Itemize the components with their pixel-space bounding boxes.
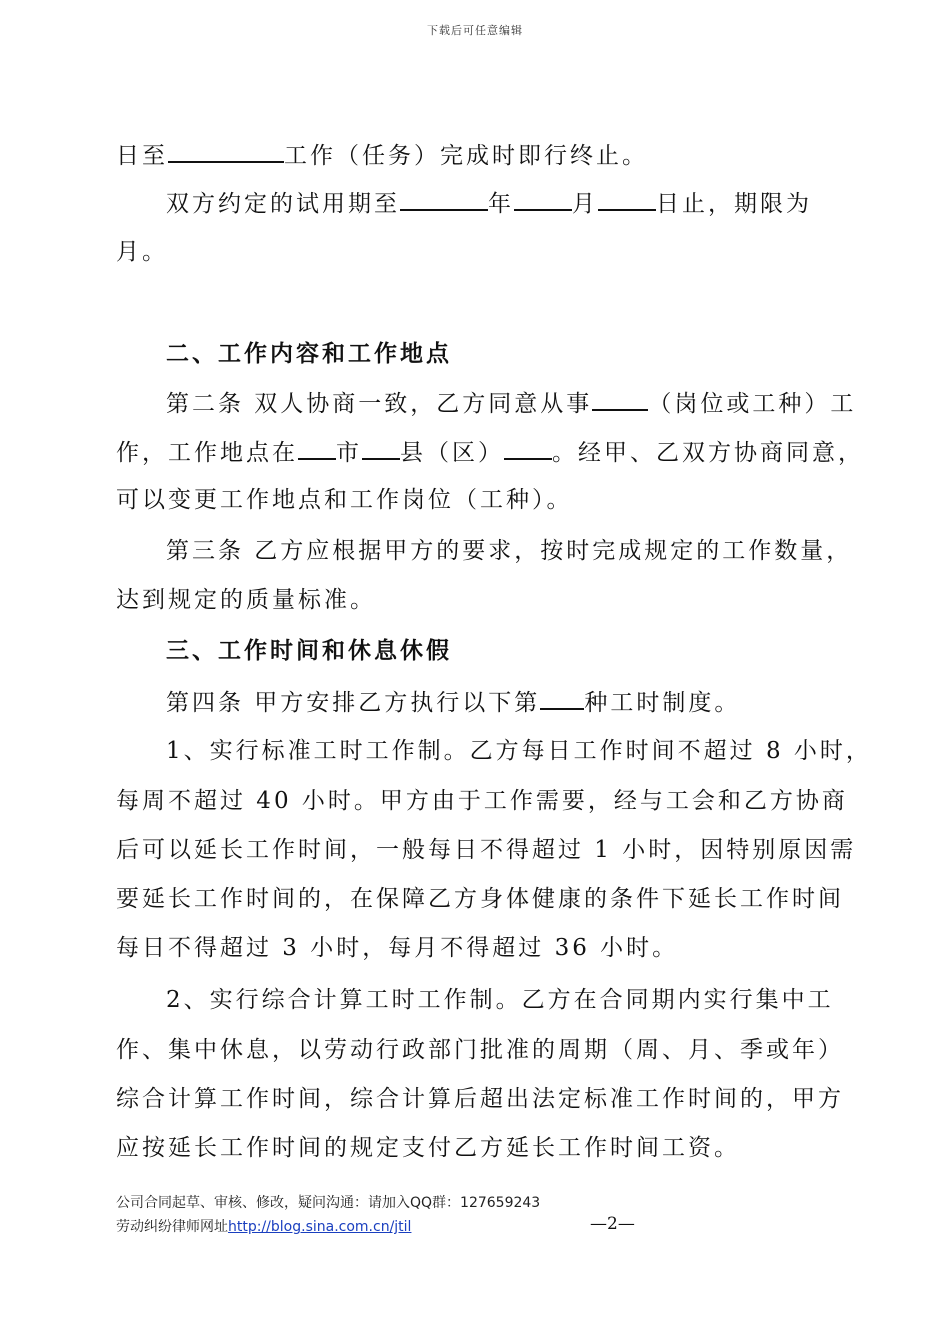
body-line: 应按延长工作时间的规定支付乙方延长工作时间工资。 [116,1135,740,1161]
text-segment: （岗位或工种）工 [648,391,857,417]
fill-blank [298,436,336,460]
text-segment: 月 [572,191,598,217]
body-line: 要延长工作时间的，在保障乙方身体健康的条件下延长工作时间 [116,886,844,912]
fill-blank [598,187,656,211]
body-line [166,387,856,419]
fill-blank [168,139,284,163]
body-line: 每日不得超过 3 小时，每月不得超过 36 小时。 [116,935,679,961]
text-segment: 工作（任务）完成时即行终止。 [284,143,648,169]
body-line: 1、实行标准工时工作制。乙方每日工作时间不超过 8 小时， [166,738,872,764]
body-line [166,187,812,219]
fill-blank [362,436,400,460]
fill-blank [504,436,552,460]
body-line: 月。 [116,239,168,265]
fill-blank [592,387,648,411]
text-segment: 种工时制度。 [584,690,741,716]
body-line: 每周不超过 40 小时。甲方由于工作需要，经与工会和乙方协商 [116,788,848,814]
text-segment: 双方约定的试用期至 [166,191,400,217]
text-segment: 。经甲、乙双方协商同意， [552,440,864,466]
page-number: —2— [590,1214,635,1234]
text-segment: 第四条 甲方安排乙方执行以下第 [166,690,541,716]
body-line: 第三条 乙方应根据甲方的要求，按时完成规定的工作数量， [166,538,853,564]
body-line: 可以变更工作地点和工作岗位（工种）。 [116,487,573,513]
body-line: 作、集中休息，以劳动行政部门批准的周期（周、月、季或年） [116,1037,844,1063]
text-segment: 市 [336,440,362,466]
body-line: 2、实行综合计算工时工作制。乙方在合同期内实行集中工 [166,987,834,1013]
body-line: 综合计算工作时间，综合计算后超出法定标准工作时间的，甲方 [116,1086,844,1112]
footer-website-link[interactable]: http://blog.sina.com.cn/jtil [228,1219,412,1235]
text-segment: 年 [488,191,514,217]
section-heading: 三、工作时间和休息休假 [166,638,452,664]
text-segment: 第二条 双人协商一致，乙方同意从事 [166,391,593,417]
body-line: 达到规定的质量标准。 [116,587,376,613]
body-line [166,686,740,718]
fill-blank [514,187,572,211]
fill-blank [400,187,488,211]
page-header: 下载后可任意编辑 [427,24,523,37]
body-line [116,436,864,468]
section-heading: 二、工作内容和工作地点 [166,341,452,367]
footer-website-label: 劳动纠纷律师网址 [116,1219,228,1235]
footer-website [116,1216,411,1236]
fill-blank [540,686,584,710]
text-segment: 作，工作地点在 [116,440,298,466]
footer-contact: 公司合同起草、审核、修改，疑问沟通：请加入QQ群：127659243 [116,1195,541,1211]
text-segment: 日止，期限为 [656,191,812,217]
body-line: 后可以延长工作时间，一般每日不得超过 1 小时，因特别原因需 [116,837,857,863]
text-segment: 县（区） [400,440,504,466]
body-line [116,139,648,171]
text-segment: 日至 [116,143,168,169]
